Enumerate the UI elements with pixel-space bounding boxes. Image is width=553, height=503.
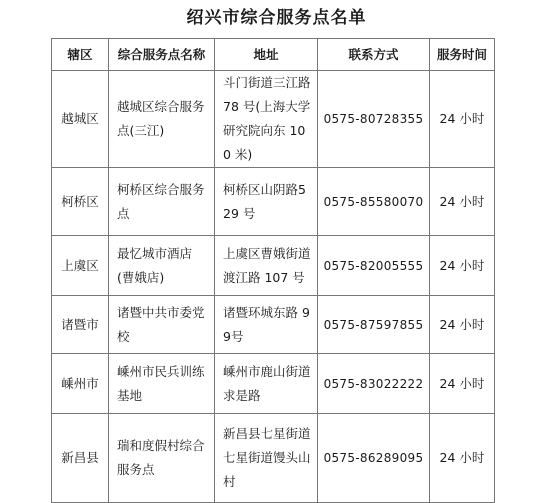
hours-cell: 24 小时 <box>430 71 495 168</box>
service-point-name-cell: 瑞和度假村综合服务点 <box>109 414 215 503</box>
service-point-name-cell: 柯桥区综合服务点 <box>109 168 215 236</box>
table-row <box>52 71 495 168</box>
address-cell: 新昌县七星街道七星街道馒头山村 <box>215 414 318 503</box>
address-cell: 斗门街道三江路78 号(上海大学研究院向东 100 米) <box>215 71 318 168</box>
phone-cell: 0575-83022222 <box>318 354 430 414</box>
table-row <box>52 414 495 503</box>
address-cell: 上虞区曹娥街道渡江路 107 号 <box>215 236 318 296</box>
service-point-name-cell: 诸暨中共市委党校 <box>109 296 215 354</box>
service-point-name-cell: 越城区综合服务点(三江) <box>109 71 215 168</box>
address-cell: 嵊州市鹿山街道求是路 <box>215 354 318 414</box>
service-points-table <box>51 38 495 503</box>
phone-cell: 0575-82005555 <box>318 236 430 296</box>
table-row <box>52 296 495 354</box>
district-cell: 上虞区 <box>52 236 109 296</box>
phone-cell: 0575-85580070 <box>318 168 430 236</box>
header-service-point-name: 综合服务点名称 <box>109 39 215 71</box>
table-header-row <box>52 39 495 71</box>
table-row <box>52 236 495 296</box>
district-cell: 新昌县 <box>52 414 109 503</box>
hours-cell: 24 小时 <box>430 354 495 414</box>
service-point-name-cell: 嵊州市民兵训练基地 <box>109 354 215 414</box>
document-title: 绍兴市综合服务点名单 <box>186 8 367 28</box>
hours-cell: 24 小时 <box>430 168 495 236</box>
hours-cell: 24 小时 <box>430 236 495 296</box>
district-cell: 柯桥区 <box>52 168 109 236</box>
hours-cell: 24 小时 <box>430 296 495 354</box>
phone-cell: 0575-80728355 <box>318 71 430 168</box>
header-service-hours: 服务时间 <box>430 39 495 71</box>
phone-cell: 0575-86289095 <box>318 414 430 503</box>
phone-cell: 0575-87597855 <box>318 296 430 354</box>
district-cell: 诸暨市 <box>52 296 109 354</box>
service-point-name-cell: 最忆城市酒店(曹娥店) <box>109 236 215 296</box>
hours-cell: 24 小时 <box>430 414 495 503</box>
header-contact: 联系方式 <box>318 39 430 71</box>
table-row <box>52 354 495 414</box>
address-cell: 诸暨环城东路 99号 <box>215 296 318 354</box>
header-district: 辖区 <box>52 39 109 71</box>
address-cell: 柯桥区山阴路529 号 <box>215 168 318 236</box>
district-cell: 越城区 <box>52 71 109 168</box>
district-cell: 嵊州市 <box>52 354 109 414</box>
header-address: 地址 <box>215 39 318 71</box>
table-row <box>52 168 495 236</box>
